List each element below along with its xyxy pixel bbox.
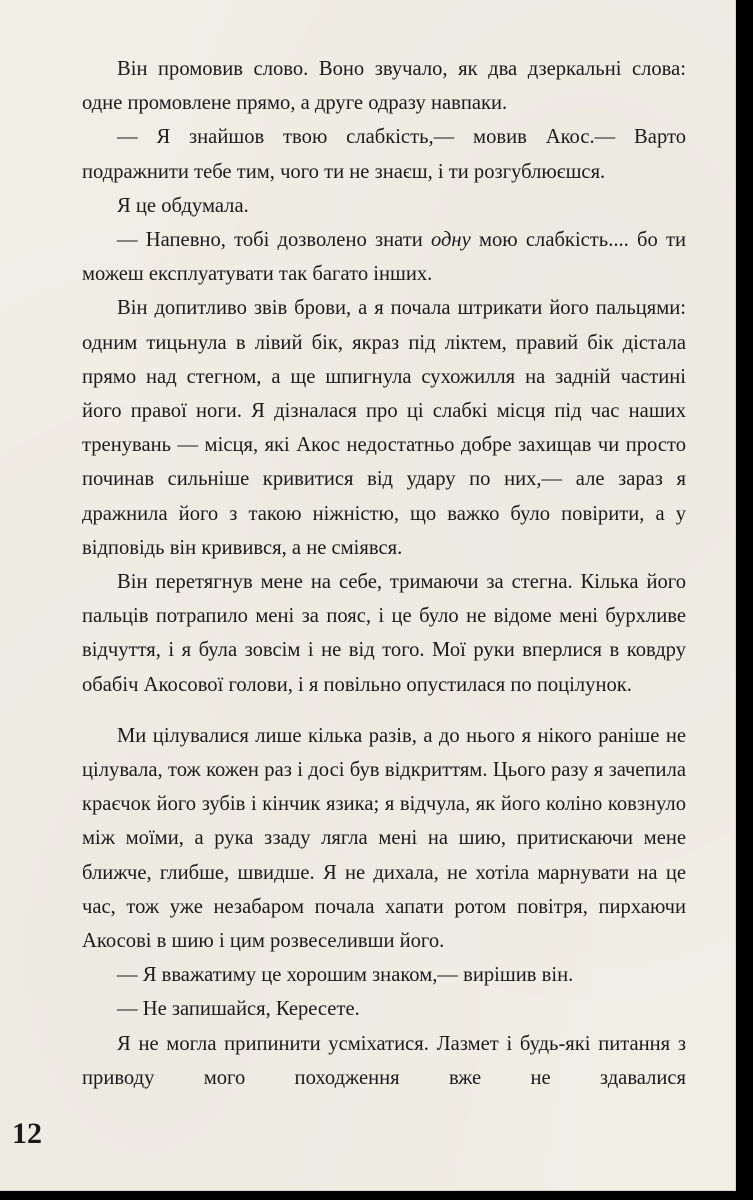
- paragraph-7: Ми цілувалися лише кілька разів, а до нього я нікого раніше не цілувала, тож кожен раз і досі був відкриттям. Цього разу я зачепила краєчок його зубів і кінчик язика; я відчула, як його коліно ковзнуло між моїми, а рука ззаду лягла мені на шию, притискаючи мене ближче, глибше, швидше. Я не дихала, не хотіла марнувати на це час, тож уже незабаром почала хапати ротом повітря, пирхаючи Акосові в шию і цим розвеселивши його.: [82, 724, 686, 953]
- body-text: [82, 52, 686, 1095]
- paragraph-2: — Я знайшов твою слабкість,— мовив Акос.— Варто подражнити тебе тим, чого ти не знаєш, і ти розгублюєшся.: [82, 126, 686, 183]
- paragraph-4-end: мою слабкість.... бо ти можеш експлуатувати так багато інших.: [82, 229, 686, 286]
- paragraph-5: Він допитливо звів брови, а я почала штрикати його пальцями: одним тицьнула в лівий бік, якраз під ліктем, правий бік дістала прямо над стегном, а ще шпигнула сухожилля на задній частині його правої ноги. Я дізналася про ці слабкі місця під час наших тренувань — місця, які Акос недостатньо добре захищав чи просто починав сильніше кривитися від удару по них,— але зараз я дражнила його з такою ніжністю, що важко було повірити, а у відповідь він кривився, а не сміявся.: [82, 297, 686, 559]
- paragraph-1: Він промовив слово. Воно звучало, як два дзеркальні слова: одне промовлене прямо, а друге одразу навпаки.: [82, 58, 686, 115]
- paragraph-6: Він перетягнув мене на себе, тримаючи за стегна. Кілька його пальців потрапило мені за пояс, і це було не відоме мені бурхливе відчуття, і я була зовсім і не від того. Мої руки вперлися в ковдру обабіч Акосової голови, і я повільно опустилася по поцілунок.: [82, 571, 686, 696]
- paragraph-9: — Не запишайся, Кересете.: [117, 998, 360, 1021]
- paragraph-4: [82, 223, 686, 291]
- paragraph-4-emphasis: одну: [430, 229, 471, 252]
- page-number: 12: [12, 1117, 42, 1150]
- paragraph-3: Я це обдумала.: [117, 194, 249, 217]
- paragraph-10: Я не могла припинити усміхатися. Лазмет і будь-які питання з приводу мого походження вже не здавалися: [82, 1032, 686, 1089]
- paragraph-8: — Я вважатиму це хорошим знаком,— вирішив він.: [117, 964, 574, 987]
- paragraph-4-start: — Напевно, тобі дозволено знати: [117, 229, 431, 252]
